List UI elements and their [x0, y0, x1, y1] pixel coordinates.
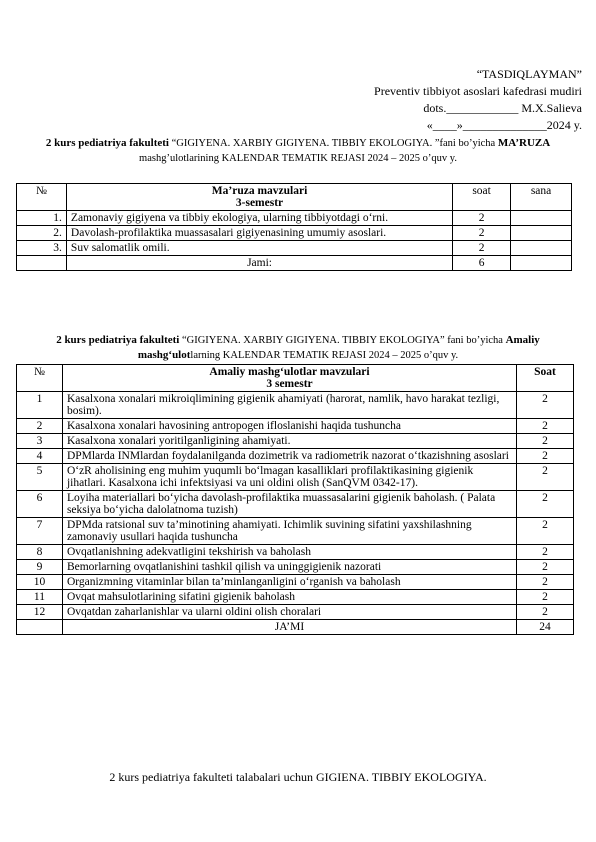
row-hours: 2	[453, 241, 511, 256]
row-topic: Ovqatlanishning adekvatligini tekshirish va baholash	[62, 545, 516, 560]
row-date	[511, 241, 572, 256]
practical-plan-heading	[40, 333, 556, 363]
table-row	[17, 560, 574, 575]
row-hours: 2	[453, 226, 511, 241]
total-row	[17, 620, 574, 635]
row-topic: Ovqatdan zaharlanishlar va ularni oldini olish choralari	[62, 605, 516, 620]
lecture-plan-heading	[40, 136, 556, 166]
footer-text: 2 kurs pediatriya fakulteti talabalari uchun GIGIENA. TIBBIY EKOLOGIYA.	[109, 770, 487, 784]
row-number: 3.	[17, 241, 67, 256]
column-header-date: sana	[511, 184, 572, 211]
practical-rows	[17, 392, 574, 620]
row-hours: 2	[517, 449, 574, 464]
heading-lesson-type: Amaliy mashg‘ulot	[137, 334, 540, 361]
column-header-hours: Soat	[517, 365, 574, 392]
total-hours: 24	[517, 620, 574, 635]
table-row	[17, 392, 574, 419]
row-topic: Zamonaviy gigiyena va tibbiy ekologiya, ularning tibbiyotdagi o‘rni.	[66, 211, 452, 226]
row-number: 10	[17, 575, 63, 590]
approval-signer: dots.____________ M.X.Salieva	[423, 101, 582, 115]
table-row	[17, 449, 574, 464]
row-number: 4	[17, 449, 63, 464]
topic-header-label: Ma’ruza mavzulari	[211, 185, 308, 197]
row-topic: Suv salomatlik omili.	[66, 241, 452, 256]
row-number: 1.	[17, 211, 67, 226]
table-row	[17, 211, 572, 226]
table-row	[17, 590, 574, 605]
column-header-topic	[66, 184, 452, 211]
table-row	[17, 241, 572, 256]
row-hours: 2	[517, 464, 574, 491]
approval-title: “TASDIQLAYMAN”	[476, 67, 582, 81]
row-hours: 2	[517, 434, 574, 449]
column-header-number: №	[17, 184, 67, 211]
row-hours: 2	[517, 545, 574, 560]
row-number: 8	[17, 545, 63, 560]
row-topic: Organizmning vitaminlar bilan ta’minlanganligini o‘rganish va baholash	[62, 575, 516, 590]
approval-block	[282, 66, 582, 134]
row-hours: 2	[517, 419, 574, 434]
row-topic: Kasalxona xonalari havosining antropogen ifloslanishi haqida tushuncha	[62, 419, 516, 434]
practical-topics-table	[16, 364, 574, 635]
heading-plan-title: mashg’ulotlarining KALENDAR TEMATIK REJASI 2024 – 2025 o’quv y.	[139, 153, 457, 164]
semester-label: 3 semestr	[266, 378, 313, 390]
row-hours: 2	[517, 392, 574, 419]
row-date	[511, 211, 572, 226]
row-number: 9	[17, 560, 63, 575]
row-topic: DPMda ratsional suv ta’minotining ahamiyati. Ichimlik suvining sifatini yaxshilashning zamonaviy usullari haqida tushuncha	[62, 518, 516, 545]
table-header-row	[17, 365, 574, 392]
column-header-hours: soat	[453, 184, 511, 211]
column-header-number: №	[17, 365, 63, 392]
table-row	[17, 464, 574, 491]
column-header-topic	[62, 365, 516, 392]
row-hours: 2	[517, 560, 574, 575]
row-number: 2	[17, 419, 63, 434]
total-label: Jami:	[66, 256, 452, 271]
table-row	[17, 226, 572, 241]
row-topic: Bemorlarning ovqatlanishini tashkil qilish va uninggigienik nazorati	[62, 560, 516, 575]
row-hours: 2	[517, 518, 574, 545]
topic-header-label: Amaliy mashg‘ulotlar mavzulari	[209, 366, 370, 378]
row-number: 1	[17, 392, 63, 419]
total-row	[17, 256, 572, 271]
row-number: 6	[17, 491, 63, 518]
row-date	[511, 226, 572, 241]
semester-label: 3-semestr	[235, 197, 284, 209]
row-topic: Loyiha materiallari bo‘yicha davolash-profilaktika muassasalarini gigienik baholash. ( Palata seksiya bo‘yicha dalolatnoma tuzish)	[62, 491, 516, 518]
table-row	[17, 434, 574, 449]
heading-lecture-type: MA’RUZA	[497, 137, 551, 149]
row-number: 2.	[17, 226, 67, 241]
row-hours: 2	[517, 575, 574, 590]
table-row	[17, 545, 574, 560]
row-hours: 2	[453, 211, 511, 226]
row-hours: 2	[517, 605, 574, 620]
heading-subject: “GIGIYENA. XARBIY GIGIYENA. TIBBIY EKOLOGIYA” fani bo’yicha	[179, 335, 506, 346]
table-header-row	[17, 184, 572, 211]
row-number: 3	[17, 434, 63, 449]
row-number: 12	[17, 605, 63, 620]
row-number: 11	[17, 590, 63, 605]
heading-course: 2 kurs pediatriya fakulteti	[56, 334, 180, 346]
row-hours: 2	[517, 590, 574, 605]
heading-course: 2 kurs pediatriya fakulteti	[45, 137, 169, 149]
approval-department: Preventiv tibbiyot asoslari kafedrasi mudiri	[374, 84, 582, 98]
table-row	[17, 491, 574, 518]
row-topic: O‘zR aholisining eng muhim yuqumli bo‘lmagan kasalliklari profilaktikasining gigienik jihatlari. Kasalxona ichi infektsiyasi va uni oldini olish (SanQVM 0342-17).	[62, 464, 516, 491]
row-topic: DPMlarda INMlardan foydalanilganda dozimetrik va radiometrik nazorat o‘tkazishning asoslari	[62, 449, 516, 464]
row-number: 5	[17, 464, 63, 491]
row-topic: Davolash-profilaktika muassasalari gigiyenasining umumiy asoslari.	[66, 226, 452, 241]
table-row	[17, 518, 574, 545]
lecture-topics-table	[16, 183, 572, 271]
row-number: 7	[17, 518, 63, 545]
row-topic: Kasalxona xonalari mikroiqlimining gigienik ahamiyati (harorat, namlik, havo harakat tezligi, bosim).	[62, 392, 516, 419]
total-hours: 6	[453, 256, 511, 271]
approval-date: «____»______________2024 y.	[426, 118, 582, 132]
heading-subject: “GIGIYENA. XARBIY GIGIYENA. TIBBIY EKOLOGIYA. ”fani bo’yicha	[168, 138, 498, 149]
row-hours: 2	[517, 491, 574, 518]
heading-plan-title: larning KALENDAR TEMATIK REJASI 2024 – 2025 o’quv y.	[190, 350, 459, 361]
total-label: JA’MI	[62, 620, 516, 635]
row-topic: Ovqat mahsulotlarining sifatini gigienik baholash	[62, 590, 516, 605]
table-row	[17, 605, 574, 620]
row-topic: Kasalxona xonalari yoritilganligining ahamiyati.	[62, 434, 516, 449]
table-row	[17, 575, 574, 590]
table-row	[17, 419, 574, 434]
